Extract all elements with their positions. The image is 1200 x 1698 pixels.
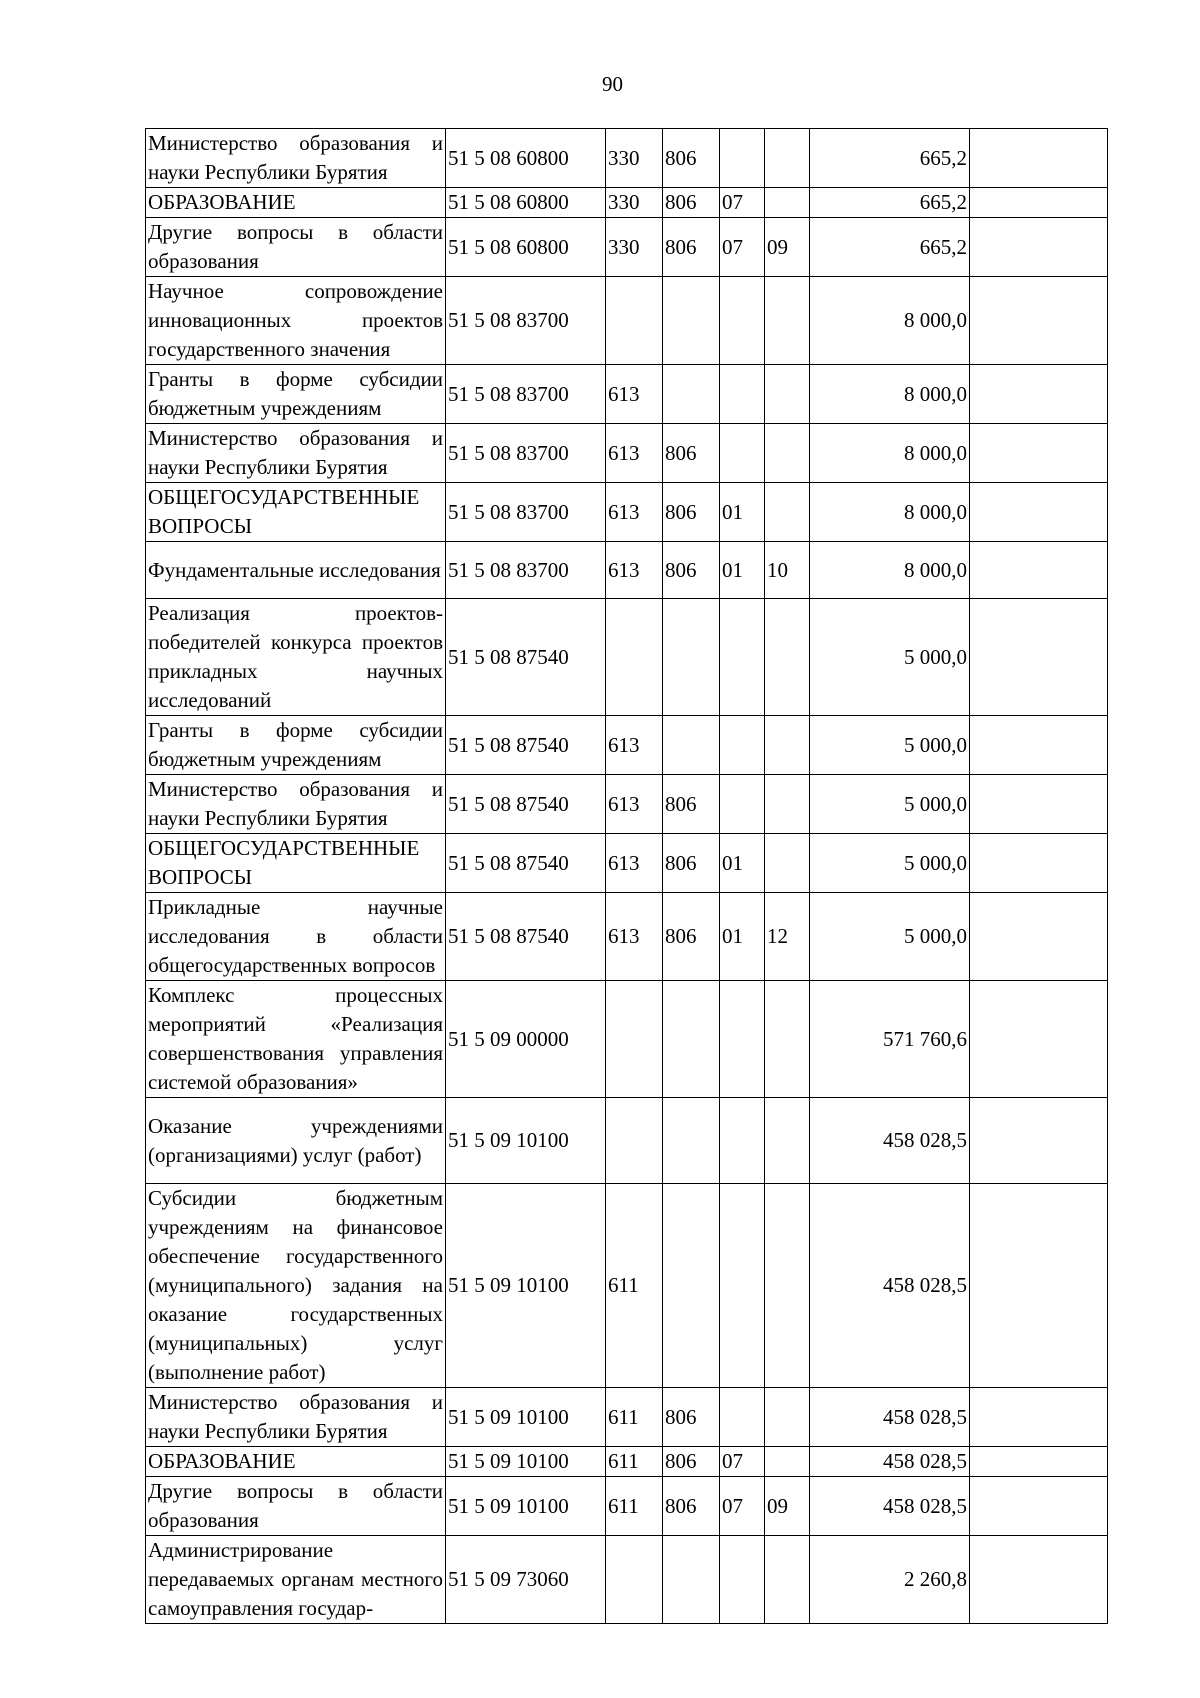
empty-cell <box>970 893 1108 981</box>
amount-cell: 8 000,0 <box>810 277 970 365</box>
section-cell: 01 <box>720 542 765 599</box>
item-name-cell: Министерство образования и науки Республики Бурятия <box>146 775 446 834</box>
expense-type-cell: 613 <box>606 365 663 424</box>
empty-cell <box>970 716 1108 775</box>
item-name-cell: Оказание учреждениями (организациями) услуг (работ) <box>146 1098 446 1184</box>
empty-cell <box>970 775 1108 834</box>
ministry-code-cell <box>663 1536 720 1624</box>
amount-cell: 5 000,0 <box>810 716 970 775</box>
empty-cell <box>970 542 1108 599</box>
table-row <box>146 1184 1108 1388</box>
ministry-code-cell <box>663 599 720 716</box>
item-name-cell: ОБЩЕГОСУДАРСТВЕННЫЕ ВОПРОСЫ <box>146 483 446 542</box>
table-row <box>146 834 1108 893</box>
target-code-cell: 51 5 08 87540 <box>446 893 606 981</box>
item-name-cell: Министерство образования и науки Республики Бурятия <box>146 129 446 188</box>
empty-cell <box>970 1098 1108 1184</box>
amount-cell: 8 000,0 <box>810 424 970 483</box>
item-name-cell: Фундаментальные исследования <box>146 542 446 599</box>
item-name-cell: Субсидии бюджетным учреждениям на финансовое обеспечение государственного (муниципального) задания на оказание государственных (муниципальных) услуг (выполнение работ) <box>146 1184 446 1388</box>
subsection-cell: 10 <box>765 542 810 599</box>
ministry-code-cell: 806 <box>663 1388 720 1447</box>
item-name-cell: Администрирование передаваемых органам местного самоуправления государ- <box>146 1536 446 1624</box>
ministry-code-cell <box>663 1184 720 1388</box>
item-name-cell: Гранты в форме субсидии бюджетным учреждениям <box>146 716 446 775</box>
expense-type-cell: 613 <box>606 716 663 775</box>
table-row <box>146 775 1108 834</box>
empty-cell <box>970 599 1108 716</box>
expense-type-cell: 611 <box>606 1388 663 1447</box>
expense-type-cell: 613 <box>606 483 663 542</box>
empty-cell <box>970 188 1108 218</box>
item-name-cell: Министерство образования и науки Республики Бурятия <box>146 1388 446 1447</box>
section-cell <box>720 365 765 424</box>
section-cell: 07 <box>720 1477 765 1536</box>
item-name-cell: Другие вопросы в области образования <box>146 218 446 277</box>
item-name-cell: Прикладные научные исследования в области общегосударственных вопросов <box>146 893 446 981</box>
table-row <box>146 1477 1108 1536</box>
amount-cell: 665,2 <box>810 188 970 218</box>
table-row <box>146 1447 1108 1477</box>
subsection-cell <box>765 365 810 424</box>
section-cell <box>720 716 765 775</box>
ministry-code-cell: 806 <box>663 775 720 834</box>
target-code-cell: 51 5 09 73060 <box>446 1536 606 1624</box>
subsection-cell <box>765 599 810 716</box>
expense-type-cell <box>606 277 663 365</box>
section-cell <box>720 599 765 716</box>
ministry-code-cell <box>663 981 720 1098</box>
expense-type-cell: 613 <box>606 542 663 599</box>
item-name-cell: Министерство образования и науки Республики Бурятия <box>146 424 446 483</box>
amount-cell: 665,2 <box>810 218 970 277</box>
section-cell: 07 <box>720 188 765 218</box>
ministry-code-cell <box>663 1098 720 1184</box>
target-code-cell: 51 5 09 10100 <box>446 1447 606 1477</box>
subsection-cell <box>765 424 810 483</box>
target-code-cell: 51 5 08 87540 <box>446 775 606 834</box>
target-code-cell: 51 5 08 83700 <box>446 277 606 365</box>
expense-type-cell <box>606 981 663 1098</box>
empty-cell <box>970 277 1108 365</box>
item-name-cell: ОБРАЗОВАНИЕ <box>146 1447 446 1477</box>
ministry-code-cell: 806 <box>663 1447 720 1477</box>
target-code-cell: 51 5 08 87540 <box>446 599 606 716</box>
target-code-cell: 51 5 08 83700 <box>446 542 606 599</box>
section-cell: 07 <box>720 218 765 277</box>
ministry-code-cell <box>663 277 720 365</box>
table-row <box>146 1536 1108 1624</box>
item-name-cell: Гранты в форме субсидии бюджетным учреждениям <box>146 365 446 424</box>
table-row <box>146 1098 1108 1184</box>
expense-type-cell: 330 <box>606 129 663 188</box>
ministry-code-cell: 806 <box>663 893 720 981</box>
amount-cell: 5 000,0 <box>810 599 970 716</box>
amount-cell: 458 028,5 <box>810 1184 970 1388</box>
amount-cell: 571 760,6 <box>810 981 970 1098</box>
table-row <box>146 716 1108 775</box>
subsection-cell <box>765 1388 810 1447</box>
subsection-cell: 12 <box>765 893 810 981</box>
expense-type-cell: 613 <box>606 893 663 981</box>
item-name-cell: Научное сопровождение инновационных проектов государственного значения <box>146 277 446 365</box>
amount-cell: 5 000,0 <box>810 775 970 834</box>
table-row <box>146 277 1108 365</box>
amount-cell: 8 000,0 <box>810 483 970 542</box>
ministry-code-cell: 806 <box>663 834 720 893</box>
target-code-cell: 51 5 08 60800 <box>446 218 606 277</box>
empty-cell <box>970 1447 1108 1477</box>
table-row <box>146 1388 1108 1447</box>
table-row <box>146 483 1108 542</box>
target-code-cell: 51 5 08 83700 <box>446 483 606 542</box>
empty-cell <box>970 218 1108 277</box>
table-row <box>146 599 1108 716</box>
empty-cell <box>970 129 1108 188</box>
subsection-cell <box>765 483 810 542</box>
amount-cell: 8 000,0 <box>810 365 970 424</box>
subsection-cell <box>765 1184 810 1388</box>
amount-cell: 458 028,5 <box>810 1447 970 1477</box>
item-name-cell: ОБРАЗОВАНИЕ <box>146 188 446 218</box>
target-code-cell: 51 5 09 10100 <box>446 1477 606 1536</box>
subsection-cell <box>765 129 810 188</box>
target-code-cell: 51 5 08 83700 <box>446 365 606 424</box>
amount-cell: 458 028,5 <box>810 1388 970 1447</box>
ministry-code-cell <box>663 716 720 775</box>
subsection-cell <box>765 1447 810 1477</box>
amount-cell: 458 028,5 <box>810 1098 970 1184</box>
item-name-cell: ОБЩЕГОСУДАРСТВЕННЫЕ ВОПРОСЫ <box>146 834 446 893</box>
target-code-cell: 51 5 08 83700 <box>446 424 606 483</box>
section-cell <box>720 775 765 834</box>
subsection-cell <box>765 1098 810 1184</box>
ministry-code-cell: 806 <box>663 188 720 218</box>
table-body <box>146 129 1108 1624</box>
expense-type-cell: 330 <box>606 218 663 277</box>
ministry-code-cell: 806 <box>663 129 720 188</box>
subsection-cell <box>765 188 810 218</box>
item-name-cell: Реализация проектов-победителей конкурса проектов прикладных научных исследований <box>146 599 446 716</box>
ministry-code-cell <box>663 365 720 424</box>
expense-type-cell: 330 <box>606 188 663 218</box>
target-code-cell: 51 5 08 87540 <box>446 716 606 775</box>
table-row <box>146 542 1108 599</box>
target-code-cell: 51 5 08 87540 <box>446 834 606 893</box>
target-code-cell: 51 5 09 10100 <box>446 1184 606 1388</box>
expense-type-cell: 613 <box>606 424 663 483</box>
expense-type-cell <box>606 1098 663 1184</box>
target-code-cell: 51 5 09 10100 <box>446 1098 606 1184</box>
amount-cell: 665,2 <box>810 129 970 188</box>
amount-cell: 5 000,0 <box>810 834 970 893</box>
amount-cell: 458 028,5 <box>810 1477 970 1536</box>
empty-cell <box>970 1477 1108 1536</box>
ministry-code-cell: 806 <box>663 483 720 542</box>
amount-cell: 8 000,0 <box>810 542 970 599</box>
section-cell <box>720 981 765 1098</box>
empty-cell <box>970 981 1108 1098</box>
section-cell <box>720 1388 765 1447</box>
target-code-cell: 51 5 08 60800 <box>446 129 606 188</box>
ministry-code-cell: 806 <box>663 542 720 599</box>
ministry-code-cell: 806 <box>663 1477 720 1536</box>
table-row <box>146 893 1108 981</box>
subsection-cell <box>765 775 810 834</box>
expense-type-cell <box>606 599 663 716</box>
section-cell <box>720 1184 765 1388</box>
empty-cell <box>970 1388 1108 1447</box>
empty-cell <box>970 365 1108 424</box>
table-row <box>146 188 1108 218</box>
table-row <box>146 129 1108 188</box>
item-name-cell: Другие вопросы в области образования <box>146 1477 446 1536</box>
empty-cell <box>970 1536 1108 1624</box>
amount-cell: 2 260,8 <box>810 1536 970 1624</box>
section-cell: 07 <box>720 1447 765 1477</box>
section-cell <box>720 277 765 365</box>
section-cell <box>720 1098 765 1184</box>
item-name-cell: Комплекс процессных мероприятий «Реализация совершенствования управления системой образования» <box>146 981 446 1098</box>
section-cell: 01 <box>720 893 765 981</box>
empty-cell <box>970 834 1108 893</box>
expense-type-cell: 613 <box>606 834 663 893</box>
expense-type-cell: 611 <box>606 1447 663 1477</box>
expense-type-cell: 611 <box>606 1477 663 1536</box>
section-cell <box>720 424 765 483</box>
expense-type-cell: 611 <box>606 1184 663 1388</box>
subsection-cell <box>765 1536 810 1624</box>
subsection-cell <box>765 834 810 893</box>
empty-cell <box>970 424 1108 483</box>
subsection-cell: 09 <box>765 1477 810 1536</box>
budget-table <box>145 128 1108 1624</box>
subsection-cell <box>765 277 810 365</box>
target-code-cell: 51 5 09 00000 <box>446 981 606 1098</box>
section-cell: 01 <box>720 834 765 893</box>
subsection-cell <box>765 981 810 1098</box>
subsection-cell <box>765 716 810 775</box>
amount-cell: 5 000,0 <box>810 893 970 981</box>
table-row <box>146 218 1108 277</box>
target-code-cell: 51 5 09 10100 <box>446 1388 606 1447</box>
expense-type-cell: 613 <box>606 775 663 834</box>
table-row <box>146 981 1108 1098</box>
page-number: 90 <box>602 72 623 96</box>
section-cell <box>720 129 765 188</box>
empty-cell <box>970 483 1108 542</box>
section-cell: 01 <box>720 483 765 542</box>
subsection-cell: 09 <box>765 218 810 277</box>
table-row <box>146 365 1108 424</box>
ministry-code-cell: 806 <box>663 424 720 483</box>
empty-cell <box>970 1184 1108 1388</box>
section-cell <box>720 1536 765 1624</box>
expense-type-cell <box>606 1536 663 1624</box>
ministry-code-cell: 806 <box>663 218 720 277</box>
target-code-cell: 51 5 08 60800 <box>446 188 606 218</box>
table-row <box>146 424 1108 483</box>
